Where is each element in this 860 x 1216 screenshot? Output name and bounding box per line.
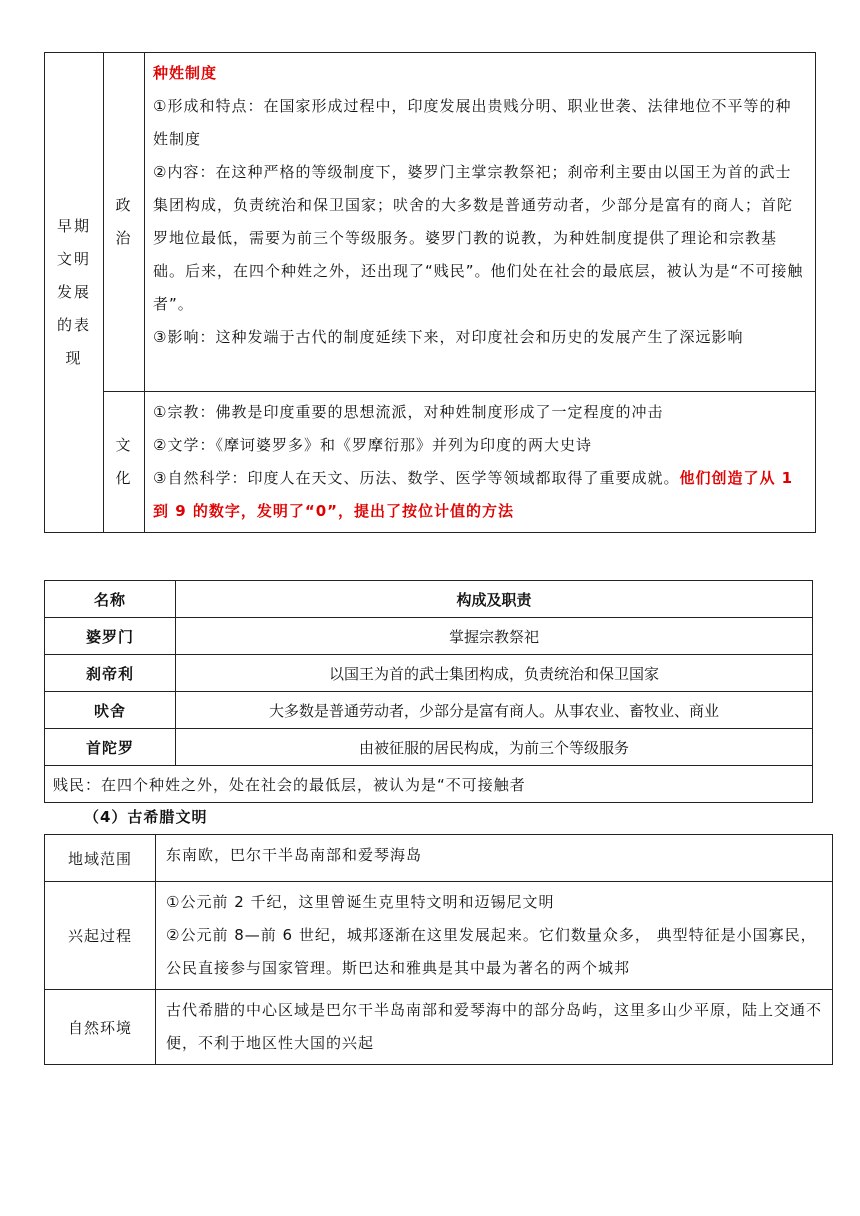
caste-name: 刹帝利 (45, 655, 176, 692)
row-line: ②公元前 8—前 6 世纪，城邦逐渐在这里发展起来。它们数量众多， 典型特征是小国寡民，公民直接参与国家管理。斯巴达和雅典是其中最为著名的两个城邦 (166, 926, 817, 977)
row-value (156, 882, 833, 990)
section-label-line: 的表 (56, 316, 91, 334)
table-row (45, 882, 833, 990)
culture-label-line: 化 (115, 469, 133, 487)
row-key: 自然环境 (45, 990, 156, 1065)
caste-name: 首陀罗 (45, 729, 176, 766)
untouchables-note: 贱民：在四个种姓之外，处在社会的最低层，被认为是“不可接触者 (45, 766, 813, 803)
caste-duty: 大多数是普通劳动者，少部分是富有商人。从事农业、畜牧业、商业 (176, 692, 813, 729)
row-line: 古代希腊的中心区域是巴尔干半岛南部和爱琴海中的部分岛屿，这里多山少平原，陆上交通不便，不利于地区性大国的兴起 (166, 1001, 823, 1052)
table-row (45, 618, 813, 655)
row-value (156, 990, 833, 1065)
table-row (45, 692, 813, 729)
culture-label-line: 文 (115, 436, 133, 454)
greece-table (44, 834, 833, 1065)
section-label (45, 210, 103, 375)
row-key: 兴起过程 (45, 882, 156, 990)
row-value (156, 835, 833, 882)
science-highlight: 他们创造了从 1 到 9 的数字，发明了“0”，提出了按位计值的方法 (153, 469, 794, 520)
table-row (45, 655, 813, 692)
section-label-line: 早期 (56, 217, 91, 235)
section-label-line: 发展 (56, 283, 91, 301)
caste-table (44, 580, 813, 803)
section-label-cell (45, 53, 104, 533)
politics-paragraph-2: ②内容：在这种严格的等级制度下，婆罗门主掌宗教祭祀；刹帝利主要由以国王为首的武士集团构成，负责统治和保卫国家；吠舍的大多数是普通劳动者，少部分是富有的商人；首陀罗地位最低，需要为前三个等级服务。婆罗门教的说教，为种姓制度提供了理论和宗教基础。后来，在四个种姓之外，还出现了“贱民”。他们处在社会的最底层，被认为是“不可接触者”。 (153, 163, 804, 313)
table-row (45, 835, 833, 882)
caste-name: 吠舍 (45, 692, 176, 729)
caste-duty: 掌握宗教祭祀 (176, 618, 813, 655)
row-key: 地域范围 (45, 835, 156, 882)
caste-duty: 由被征服的居民构成，为前三个等级服务 (176, 729, 813, 766)
civilization-table (44, 52, 816, 533)
culture-paragraph-2: ②文学：《摩诃婆罗多》和《罗摩衍那》并列为印度的两大史诗 (153, 436, 592, 454)
caste-name: 婆罗门 (45, 618, 176, 655)
culture-label (104, 429, 144, 495)
section-label-line: 现 (65, 349, 83, 367)
politics-paragraph-1: ①形成和特点：在国家形成过程中，印度发展出贵贱分明、职业世袭、法律地位不平等的种姓制度 (153, 97, 792, 148)
politics-label-line: 政 (115, 196, 133, 214)
table-row (45, 990, 833, 1065)
row-line: 东南欧，巴尔干半岛南部和爱琴海岛 (166, 846, 423, 864)
culture-content (145, 392, 816, 533)
header-name: 名称 (45, 581, 176, 618)
politics-label-cell (104, 53, 145, 392)
row-line: ①公元前 2 千纪，这里曾诞生克里特文明和迈锡尼文明 (166, 893, 555, 911)
politics-paragraph-3: ③影响：这种发端于古代的制度延续下来，对印度社会和历史的发展产生了深远影响 (153, 328, 744, 346)
header-duty: 构成及职责 (176, 581, 813, 618)
politics-content (145, 53, 816, 392)
culture-label-cell (104, 392, 145, 533)
caste-duty: 以国王为首的武士集团构成，负责统治和保卫国家 (176, 655, 813, 692)
table-row (45, 729, 813, 766)
politics-label-line: 治 (115, 229, 133, 247)
culture-paragraph-3 (153, 462, 807, 528)
science-text: ③自然科学：印度人在天文、历法、数学、医学等领域都取得了重要成就。 (153, 469, 680, 487)
table-row (45, 766, 813, 803)
caste-heading: 种姓制度 (153, 64, 218, 82)
culture-paragraph-1: ①宗教：佛教是印度重要的思想流派，对种姓制度形成了一定程度的冲击 (153, 403, 664, 421)
politics-label (104, 189, 144, 255)
section-heading: （4）古希腊文明 (84, 808, 208, 826)
section-label-line: 文明 (56, 250, 91, 268)
